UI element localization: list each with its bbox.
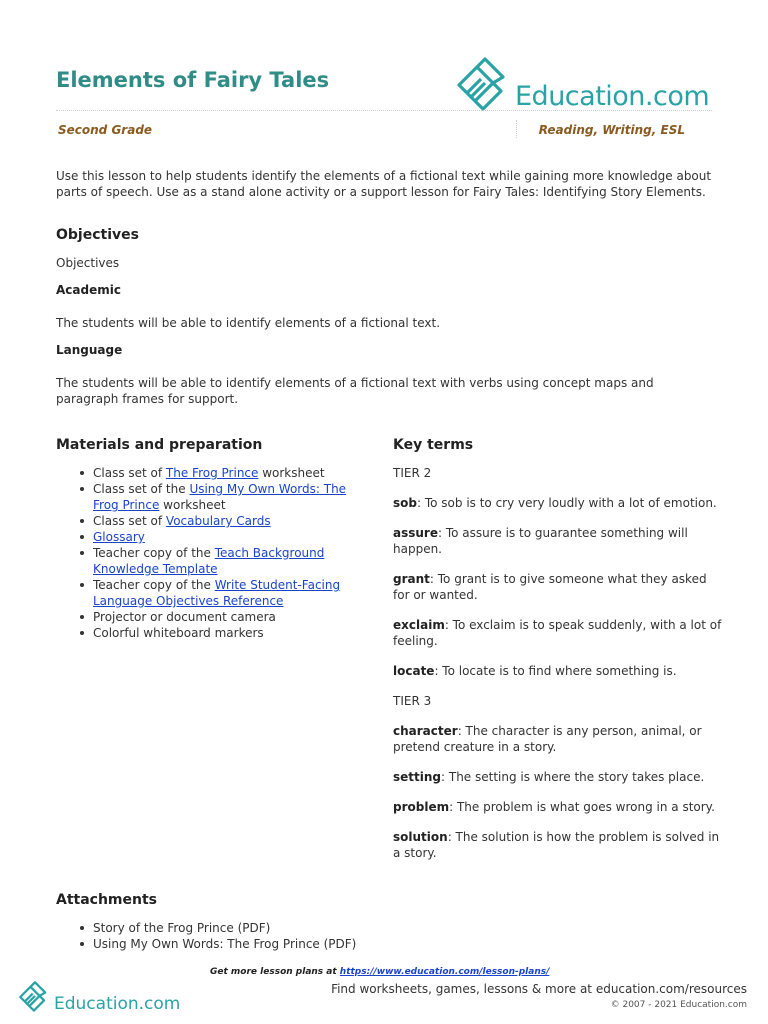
grade-level: Second Grade <box>58 123 153 137</box>
lesson-intro: Use this lesson to help students identify the elements of a fictional text while gaining more knowledge about parts of speech. Use as a stand alone activity or a support lesson for Fairy Tales: Identifying Story Elements. <box>56 169 712 199</box>
education-logo-icon <box>455 55 515 115</box>
term-solution: solution: The solution is how the problem is solved in a story. <box>393 830 720 860</box>
objectives-section <box>56 227 716 419</box>
list-item: Teacher copy of the Write Student-Facing Language Objectives Reference <box>76 577 366 609</box>
more-lesson-plans: Get more lesson plans at https://www.education.com/lesson-plans/ <box>210 967 550 977</box>
attachments-section <box>56 892 456 952</box>
attachment-item[interactable]: Story of the Frog Prince (PDF) <box>76 920 456 936</box>
term-setting: setting: The setting is where the story takes place. <box>393 770 705 784</box>
term-character: character: The character is any person, animal, or pretend creature in a story. <box>393 724 702 754</box>
page-title: Elements of Fairy Tales <box>56 68 330 92</box>
academic-text: The students will be able to identify elements of a fictional text. <box>56 316 441 330</box>
tier2-label: TIER 2 <box>393 466 432 480</box>
term-locate: locate: To locate is to find where something is. <box>393 664 677 678</box>
term-grant: grant: To grant is to give someone what they asked for or wanted. <box>393 572 707 602</box>
term-problem: problem: The problem is what goes wrong in a story. <box>393 800 715 814</box>
background-knowledge-link[interactable]: Teach Background Knowledge Template <box>93 546 325 576</box>
glossary-link[interactable]: Glossary <box>93 530 145 544</box>
objectives-label: Objectives <box>56 256 120 270</box>
frog-prince-link[interactable]: The Frog Prince <box>165 466 259 480</box>
list-item <box>76 529 366 545</box>
copyright: © 2007 - 2021 Education.com <box>610 1000 747 1010</box>
academic-heading: Academic <box>56 283 121 297</box>
term-sob: sob: To sob is to cry very loudly with a lot of emotion. <box>393 496 717 510</box>
meta-divider <box>516 120 517 138</box>
key-terms-section <box>393 437 723 875</box>
list-item: Colorful whiteboard markers <box>76 625 366 641</box>
brand-wordmark: Education.com <box>515 81 710 112</box>
language-heading: Language <box>56 343 123 357</box>
footer-message: Find worksheets, games, lessons & more at education.com/resources <box>331 982 747 996</box>
list-item: Class set of Vocabulary Cards <box>76 513 366 529</box>
footer-logo[interactable] <box>18 980 181 1014</box>
vocabulary-cards-link[interactable]: Vocabulary Cards <box>165 514 271 528</box>
tier3-label: TIER 3 <box>393 694 432 708</box>
attachment-item[interactable]: Using My Own Words: The Frog Prince (PDF) <box>76 936 456 952</box>
attachments-list <box>56 920 456 952</box>
materials-section <box>56 437 366 641</box>
term-assure: assure: To assure is to guarantee something will happen. <box>393 526 688 556</box>
materials-list <box>56 465 366 641</box>
list-item: Class set of the Using My Own Words: The Frog Prince worksheet <box>76 481 366 513</box>
list-item: Teacher copy of the Teach Background Knowledge Template <box>76 545 366 577</box>
using-my-own-words-link[interactable]: Using My Own Words: The Frog Prince <box>93 482 347 512</box>
objectives-heading: Objectives <box>56 227 139 243</box>
list-item: Class set of The Frog Prince worksheet <box>76 465 366 481</box>
materials-heading: Materials and preparation <box>56 437 263 453</box>
language-text: The students will be able to identify elements of a fictional text with verbs using concept maps and paragraph frames for support. <box>56 376 654 406</box>
subject-list: Reading, Writing, ESL <box>538 123 685 137</box>
attachments-heading: Attachments <box>56 892 158 908</box>
key-terms-heading: Key terms <box>393 437 474 453</box>
header-divider <box>56 110 712 111</box>
term-exclaim: exclaim: To exclaim is to speak suddenly, with a lot of feeling. <box>393 618 722 648</box>
lesson-plans-link[interactable]: https://www.education.com/lesson-plans/ <box>339 967 550 977</box>
language-objectives-link[interactable]: Write Student-Facing Language Objectives Reference <box>93 578 341 608</box>
education-logo[interactable] <box>455 55 715 115</box>
list-item: Projector or document camera <box>76 609 366 625</box>
education-logo-icon <box>18 980 52 1014</box>
footer-brand: Education.com <box>54 994 181 1014</box>
